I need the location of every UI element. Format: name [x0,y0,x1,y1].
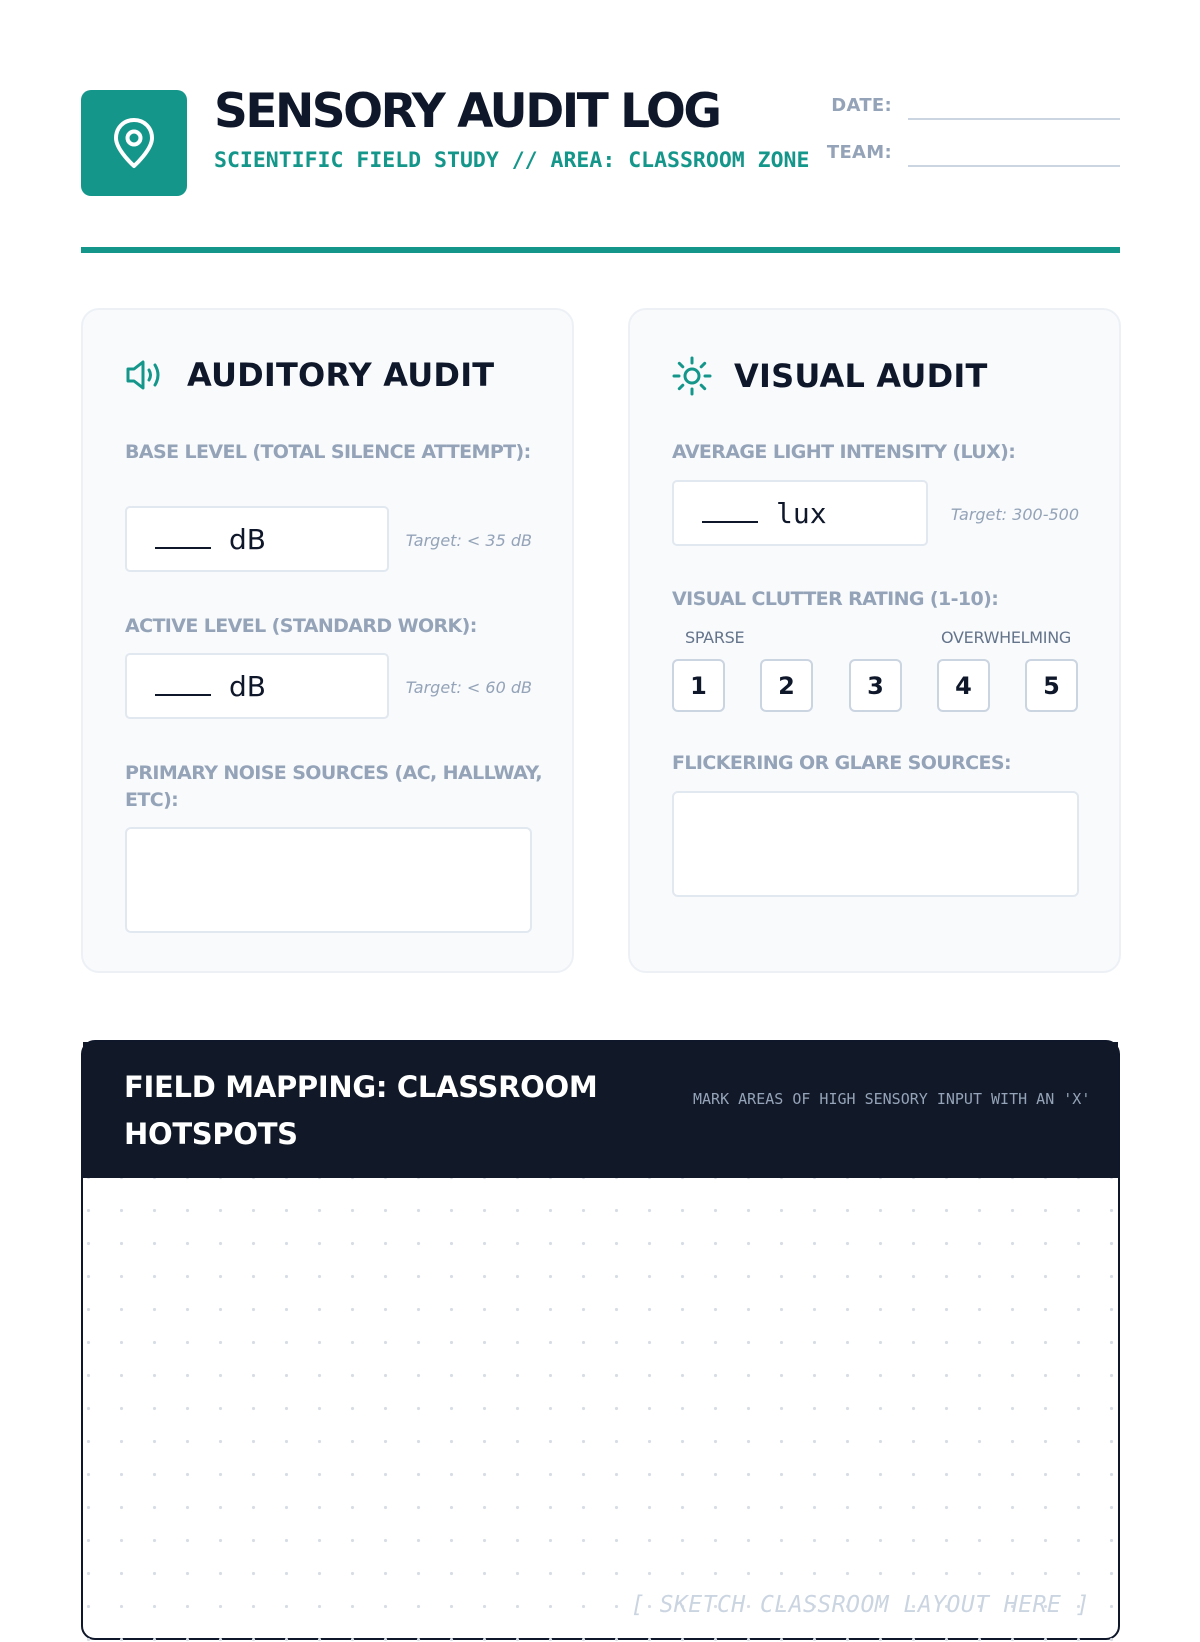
page-subtitle: SCIENTIFIC FIELD STUDY // AREA: CLASSROOM ZONE [214,148,810,173]
active-level-target: Target: < 60 dB [405,678,532,697]
base-level-label: BASE LEVEL (TOTAL SILENCE ATTEMPT): [125,441,531,463]
light-intensity-input[interactable] [672,480,928,546]
light-intensity-target: Target: 300-500 [950,505,1079,524]
rating-option-4[interactable]: 4 [937,659,990,712]
header-divider [81,247,1120,253]
team-label: TEAM: [826,142,892,163]
speaker-icon [125,358,165,392]
visual-card-title: VISUAL AUDIT [734,357,988,395]
clutter-rating-options [672,659,1078,712]
active-level-unit: dB [229,669,266,703]
light-intensity-blank [702,503,758,523]
base-level-target: Target: < 35 dB [405,531,532,550]
team-field[interactable] [908,165,1120,167]
header [81,84,1120,254]
rating-option-2[interactable]: 2 [760,659,813,712]
auditory-audit-card [81,308,574,973]
field-mapping-instructions: MARK AREAS OF HIGH SENSORY INPUT WITH AN 'X' [693,1090,1091,1108]
visual-card-header [672,356,987,396]
auditory-card-header [125,356,494,394]
base-level-input[interactable] [125,506,389,572]
light-intensity-unit: lux [776,496,827,530]
rating-option-3[interactable]: 3 [849,659,902,712]
scale-high-label: OVERWHELMING [940,628,1071,647]
field-mapping-header [83,1042,1118,1178]
base-level-unit: dB [229,522,266,556]
scale-low-label: SPARSE [685,628,745,647]
field-mapping-panel [81,1040,1120,1640]
rating-option-1[interactable]: 1 [672,659,725,712]
rating-option-5[interactable]: 5 [1025,659,1078,712]
noise-sources-field[interactable] [125,827,532,933]
noise-sources-label: PRIMARY NOISE SOURCES (AC, HALLWAY, ETC): [125,762,543,811]
team-row [820,137,1120,167]
date-field[interactable] [908,118,1120,120]
date-label: DATE: [831,95,892,116]
active-level-input[interactable] [125,653,389,719]
active-level-blank [155,676,211,696]
sketch-placeholder: [ SKETCH CLASSROOM LAYOUT HERE ] [630,1592,1090,1618]
logo [81,90,187,196]
page-title: SENSORY AUDIT LOG [214,84,720,139]
base-level-blank [155,529,211,549]
active-level-label: ACTIVE LEVEL (STANDARD WORK): [125,615,477,637]
clutter-rating-label: VISUAL CLUTTER RATING (1-10): [672,588,999,610]
field-mapping-title: FIELD MAPPING: CLASSROOM HOTSPOTS [124,1070,598,1151]
map-pin-icon [112,117,156,169]
sun-icon [672,356,712,396]
glare-sources-field[interactable] [672,791,1079,897]
light-intensity-label: AVERAGE LIGHT INTENSITY (LUX): [672,441,1016,463]
date-row [820,90,1120,120]
auditory-card-title: AUDITORY AUDIT [187,356,495,394]
glare-sources-label: FLICKERING OR GLARE SOURCES: [672,752,1011,774]
visual-audit-card [628,308,1121,973]
sketch-grid[interactable] [83,1178,1118,1642]
